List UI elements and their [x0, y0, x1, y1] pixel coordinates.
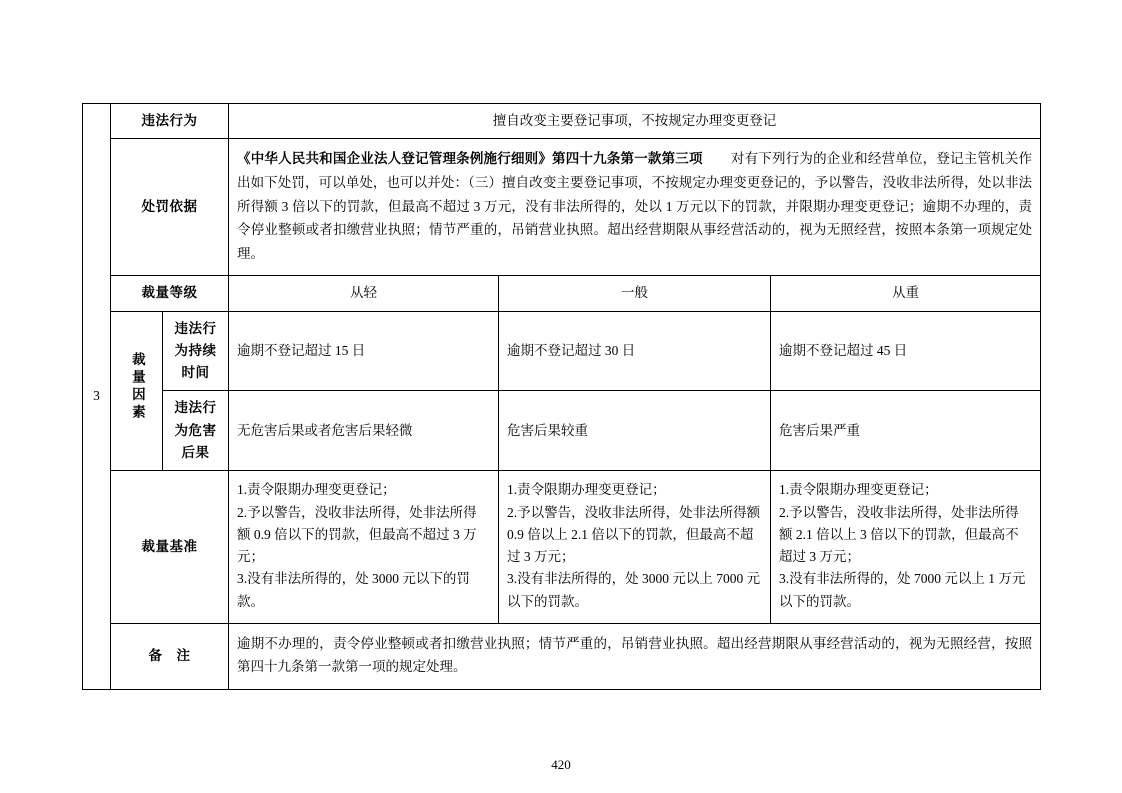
label-remarks: 备 注	[111, 623, 229, 689]
consequence-light: 无危害后果或者危害后果轻微	[229, 391, 499, 471]
standard-heavy-line-3: 3.没有非法所得的，处 7000 元以上 1 万元以下的罚款。	[779, 571, 1026, 609]
standard-normal-line-1: 1.责令限期办理变更登记；	[507, 482, 666, 498]
standard-light-line-2: 2.予以警告，没收非法所得，处非法所得额 0.9 倍以下的罚款，但最高不超过 3 万元；	[237, 504, 477, 565]
penalty-basis-cell	[229, 139, 1041, 276]
grade-header-light: 从轻	[229, 276, 499, 311]
grade-header-heavy: 从重	[771, 276, 1041, 311]
label-duration: 违法行为持续时间	[163, 311, 229, 391]
standard-normal-line-3: 3.没有非法所得的，处 3000 元以上 7000 元以下的罚款。	[507, 571, 761, 609]
table-row-basis	[83, 139, 1041, 276]
table-row-grade-header	[83, 276, 1041, 311]
remarks-text	[229, 623, 1041, 689]
label-discretion-factors: 裁量因素	[111, 311, 163, 471]
label-discretion-standard: 裁量基准	[111, 471, 229, 624]
table-row-consequence	[83, 391, 1041, 471]
penalty-discretion-table	[82, 103, 1041, 690]
label-consequence: 违法行为危害后果	[163, 391, 229, 471]
standard-heavy-line-1: 1.责令限期办理变更登记；	[779, 482, 938, 498]
consequence-normal: 危害后果较重	[499, 391, 771, 471]
label-penalty-basis: 处罚依据	[111, 139, 229, 276]
violation-text: 擅自改变主要登记事项，不按规定办理变更登记	[229, 104, 1041, 139]
duration-heavy: 逾期不登记超过 45 日	[771, 311, 1041, 391]
standard-heavy-line-2: 2.予以警告，没收非法所得，处非法所得额 2.1 倍以上 3 倍以下的罚款，但最高不超过 3 万元；	[779, 504, 1019, 565]
row-index-cell: 3	[83, 104, 111, 690]
grade-header-normal: 一般	[499, 276, 771, 311]
label-violation: 违法行为	[111, 104, 229, 139]
table-row-remarks	[83, 623, 1041, 689]
table-row-violation	[83, 104, 1041, 139]
remarks-paragraph: 逾期不办理的，责令停业整顿或者扣缴营业执照；情节严重的，吊销营业执照。超出经营期限从事经营活动的，视为无照经营，按照第四十九条第一款第一项的规定处理。	[237, 635, 1033, 675]
standard-heavy	[771, 471, 1041, 624]
duration-normal: 逾期不登记超过 30 日	[499, 311, 771, 391]
label-discretion-level: 裁量等级	[111, 276, 229, 311]
penalty-basis-body: 对有下列行为的企业和经营单位，登记主管机关作出如下处罚，可以单处，也可以并处：（三）擅自改变主要登记事项，不按规定办理变更登记的，予以警告，没收非法所得，处以非法所得额 3 倍以下的罚款，但最高不超过 3 万元，没有非法所得的，处以 1 万元以下的罚款，并限期办理变更登记；逾期不办理的，责令停业整顿或者扣缴营业执照；情节严重的，吊销营业执照。超出经营期限从事经营活动的，视为无照经营，按照本条第一项规定处理。	[237, 151, 1033, 261]
duration-light: 逾期不登记超过 15 日	[229, 311, 499, 391]
page-number: 420	[551, 757, 571, 772]
standard-light	[229, 471, 499, 624]
table-row-duration	[83, 311, 1041, 391]
standard-normal	[499, 471, 771, 624]
standard-light-line-1: 1.责令限期办理变更登记；	[237, 482, 396, 498]
standard-light-line-3: 3.没有非法所得的，处 3000 元以下的罚款。	[237, 571, 470, 609]
consequence-heavy: 危害后果严重	[771, 391, 1041, 471]
standard-normal-line-2: 2.予以警告，没收非法所得，处非法所得额 0.9 倍以上 2.1 倍以下的罚款，但最高不超过 3 万元；	[507, 504, 761, 565]
table-row-standard	[83, 471, 1041, 624]
penalty-basis-title: 《中华人民共和国企业法人登记管理条例施行细则》第四十九条第一款第三项	[237, 151, 703, 167]
